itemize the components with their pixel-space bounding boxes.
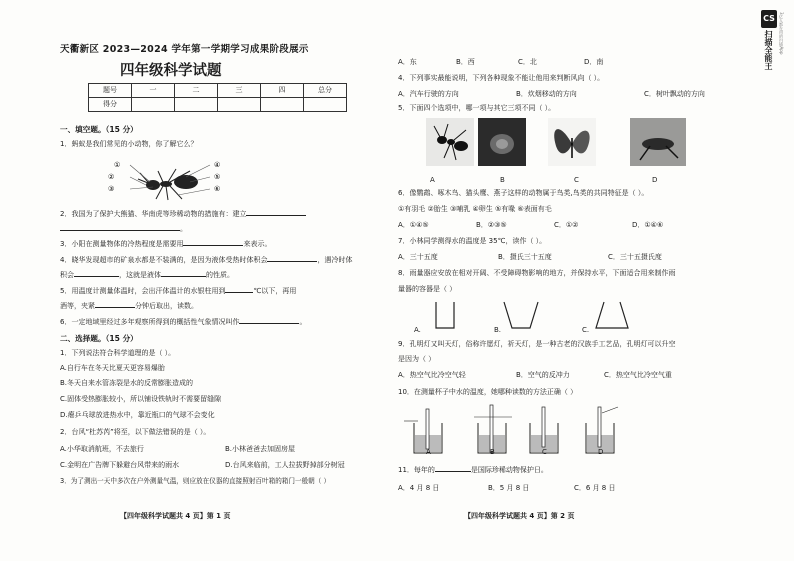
ant-label-3: ③ xyxy=(108,185,115,193)
choice-9-b[interactable]: B．空气的反冲力 xyxy=(516,371,570,379)
beaker-label-a: A xyxy=(426,448,431,456)
question-4-text-d: ，这就是液体 xyxy=(119,271,161,279)
choice-4-b[interactable]: B．炊烟移动的方向 xyxy=(516,90,577,98)
choice-3-b[interactable]: B．西 xyxy=(456,58,475,66)
score-cell xyxy=(218,98,261,112)
photo-label-a: A xyxy=(430,176,435,184)
choice-6-c[interactable]: C．①② xyxy=(554,221,579,229)
scanner-app-name: 扫描全能王 xyxy=(764,30,773,70)
question-5-text-d: 分钟后取出，读数。 xyxy=(135,302,198,310)
score-cell: 四 xyxy=(261,84,304,98)
score-cell xyxy=(175,98,218,112)
question-4 xyxy=(60,256,352,265)
choice-4: 4．下列事实最能说明，下列各种现象不能让他用来判断风向（ ）。 xyxy=(398,74,605,82)
beaker-label-c: C xyxy=(542,448,547,456)
question-5-cont xyxy=(60,302,198,311)
score-cell: 三 xyxy=(218,84,261,98)
choice-2: 2．台风“杜苏芮”将至，以下做法错误的是（ ）。 xyxy=(60,428,211,436)
question-4-text-e: 的性质。 xyxy=(206,271,234,279)
question-3-text: 3．小阳在测量物体的冷热程度是需要用 xyxy=(60,240,184,248)
container-a[interactable] xyxy=(418,300,468,334)
answer-blank[interactable] xyxy=(60,230,180,231)
beaker-label-d: D xyxy=(598,448,604,456)
score-cell: 总分 xyxy=(304,84,347,98)
choice-10: 10．在测量杯子中水的温度，她哪种读数的方法正确（ ） xyxy=(398,388,578,396)
choice-7-b[interactable]: B．摄氏三十五度 xyxy=(498,253,552,261)
answer-blank[interactable] xyxy=(246,215,306,216)
question-3 xyxy=(60,240,271,249)
scanner-watermark xyxy=(761,10,787,110)
section-fill-blank: 一、填空题。（15 分） xyxy=(60,125,138,134)
question-5-text-c: 酒等，夹紧 xyxy=(60,302,95,310)
answer-blank[interactable] xyxy=(95,307,135,308)
choice-3-d[interactable]: D．南 xyxy=(584,58,604,66)
choice-1-b[interactable]: B.冬天自来水管冻裂是水的反常膨胀造成的 xyxy=(60,379,194,387)
exam-page-1 xyxy=(60,0,382,561)
choice-7-a[interactable]: A．三十五度 xyxy=(398,253,438,261)
score-cell: 二 xyxy=(175,84,218,98)
ant-label-4: ④ xyxy=(214,161,221,169)
question-5-text-b: ℃以下，再用 xyxy=(253,287,297,295)
question-2-end: 。 xyxy=(180,225,187,233)
choice-9-c[interactable]: C．热空气比冷空气重 xyxy=(604,371,672,379)
choice-7: 7．小林同学测得水的温度是 35℃，读作（ ）。 xyxy=(398,237,547,245)
choice-3-c[interactable]: C．北 xyxy=(518,58,537,66)
exam-title: 四年级科学试题 xyxy=(120,63,222,79)
question-2-text: 2．我国为了保护大熊猫、华南虎等珍稀动物的措施有：建立 xyxy=(60,210,247,218)
answer-blank[interactable] xyxy=(161,276,206,277)
question-4-text: 4．晓华发现超市的矿泉水都是不装满的，是因为液体受热时体积会 xyxy=(60,256,268,264)
photo-label-c: C xyxy=(574,176,579,184)
score-cell xyxy=(261,98,304,112)
choice-1-c[interactable]: C.固体受热膨胀较小，所以铺设铁轨时不需要留缝隙 xyxy=(60,395,222,403)
question-5 xyxy=(60,287,296,296)
choice-11-end: 是国际珍稀动物保护日。 xyxy=(470,466,548,474)
choice-2-b[interactable]: B.小林爸爸去加固房屋 xyxy=(225,445,296,453)
container-label-c: C. xyxy=(582,326,590,334)
question-1: 1．蚂蚁是我们常见的小动物，你了解它么？ xyxy=(60,140,198,148)
choice-1-d[interactable]: D.瘪乒乓球放进热水中，靠近瓶口的气球不会变化 xyxy=(60,411,215,419)
choice-5: 5．下面四个选项中，哪一项与其它三项不同（ ）。 xyxy=(398,104,556,112)
choice-11-c[interactable]: C．6 月 8 日 xyxy=(574,484,616,492)
scanner-tagline: 3亿人都在用的扫描App xyxy=(779,12,784,55)
container-b[interactable] xyxy=(498,300,548,334)
choice-6: 6．像鹦鹉、啄木鸟、猫头鹰、燕子这样的动物属于鸟类,鸟类的共同特征是（ ）。 xyxy=(398,189,649,197)
ant-photo[interactable] xyxy=(426,118,474,166)
question-6-text: 6．一定地域里经过多年观察所得到的概括性气象情况叫作 xyxy=(60,318,240,326)
choice-4-c[interactable]: C．树叶飘动的方向 xyxy=(644,90,705,98)
section-choice: 二、选择题。（15 分） xyxy=(60,334,138,343)
choice-11-text: 11．每年的 xyxy=(398,466,435,474)
choice-2-d[interactable]: D.台风来临前，工人拉拔野掉部分树冠 xyxy=(225,461,345,469)
choice-6-a[interactable]: A．①④⑤ xyxy=(398,221,429,229)
score-cell: 题号 xyxy=(89,84,132,98)
page-footer-1: 【四年级科学试题共 4 页】第 1 页 xyxy=(120,512,231,520)
choice-3: 3．为了测出一天中多次在户外测量气温，则应放在仪器的直接照射百叶箱的箱门一般朝（ ） xyxy=(60,477,331,485)
ant-label-6: ⑥ xyxy=(214,185,221,193)
answer-blank[interactable] xyxy=(267,261,317,262)
choice-2-c[interactable]: C.金明在广告牌下躲避台风带来的雨水 xyxy=(60,461,180,469)
question-4-cont xyxy=(60,271,234,280)
exam-page-2 xyxy=(398,0,738,561)
question-6-end: 。 xyxy=(299,318,307,326)
question-4-text-b: ，遇冷时体 xyxy=(317,256,353,264)
ant-label-2: ② xyxy=(108,173,115,181)
choice-1-a[interactable]: A.自行车在冬天比夏天更容易爆胎 xyxy=(60,364,165,372)
choice-11 xyxy=(398,466,548,475)
answer-blank[interactable] xyxy=(435,471,471,472)
choice-9-a[interactable]: A．热空气比冷空气轻 xyxy=(398,371,466,379)
choice-8: 8．雨量器应安放在相对开阔、不受障碍物影响的地方，并保持水平，下面适合用来制作雨 xyxy=(398,269,676,277)
answer-blank[interactable] xyxy=(225,292,253,293)
camscanner-logo-icon: CS xyxy=(761,10,777,28)
butterfly-photo[interactable] xyxy=(548,118,596,166)
question-6 xyxy=(60,318,306,327)
score-cell: 得分 xyxy=(89,98,132,112)
choice-9: 9．孔明灯又叫天灯，俗称许愿灯，祈天灯，是一种古老的汉族手工艺品，孔明灯可以升空 xyxy=(398,340,676,348)
ant-diagram xyxy=(90,155,250,205)
choice-11-a[interactable]: A．4 月 8 日 xyxy=(398,484,440,492)
container-c[interactable] xyxy=(588,300,638,334)
choice-11-b[interactable]: B．5 月 8 日 xyxy=(488,484,530,492)
choice-6-b[interactable]: B．②③⑤ xyxy=(476,221,507,229)
photo-label-d: D xyxy=(652,176,658,184)
score-cell: 一 xyxy=(132,84,175,98)
choice-4-a[interactable]: A．汽车行驶的方向 xyxy=(398,90,459,98)
insect-photo[interactable] xyxy=(478,118,526,166)
choice-7-c[interactable]: C．三十五摄氏度 xyxy=(608,253,662,261)
score-cell xyxy=(304,98,347,112)
answer-blank[interactable] xyxy=(239,323,299,324)
question-4-text-c: 积会 xyxy=(60,271,74,279)
choice-6-d[interactable]: D．①④⑥ xyxy=(632,221,664,229)
choice-6-items: ①有羽毛 ②胎生 ③哺乳 ④卵生 ⑤有喙 ⑥表面有毛 xyxy=(398,205,552,213)
answer-blank[interactable] xyxy=(183,245,243,246)
answer-blank[interactable] xyxy=(74,276,119,277)
choice-1: 1．下列说法符合科学道理的是（ ）。 xyxy=(60,349,176,357)
choice-2-a[interactable]: A.小华取消航班，不去旅行 xyxy=(60,445,144,453)
question-2-cont xyxy=(60,225,187,234)
score-table xyxy=(88,83,347,112)
beaker-label-b: B xyxy=(490,448,495,456)
container-label-a: A. xyxy=(414,326,421,334)
choice-9-cont: 是因为（ ） xyxy=(398,355,436,363)
question-3-end: 来表示。 xyxy=(243,240,272,248)
choice-3-a[interactable]: A．东 xyxy=(398,58,417,66)
question-2 xyxy=(60,210,306,219)
grasshopper-photo[interactable] xyxy=(630,118,686,166)
exam-header: 天衢新区 2023—2024 学年第一学期学习成果阶段展示 xyxy=(60,44,309,55)
choice-8-cont: 量器的容器是（ ） xyxy=(398,285,457,293)
container-label-b: B. xyxy=(494,326,502,334)
question-5-text: 5．用温度计测量体温时，会出汗体温计的水银柱用到 xyxy=(60,287,226,295)
score-cell xyxy=(132,98,175,112)
photo-label-b: B xyxy=(500,176,505,184)
page-footer-2: 【四年级科学试题共 4 页】第 2 页 xyxy=(464,512,575,520)
ant-label-1: ① xyxy=(114,161,121,169)
ant-label-5: ⑤ xyxy=(214,173,221,181)
